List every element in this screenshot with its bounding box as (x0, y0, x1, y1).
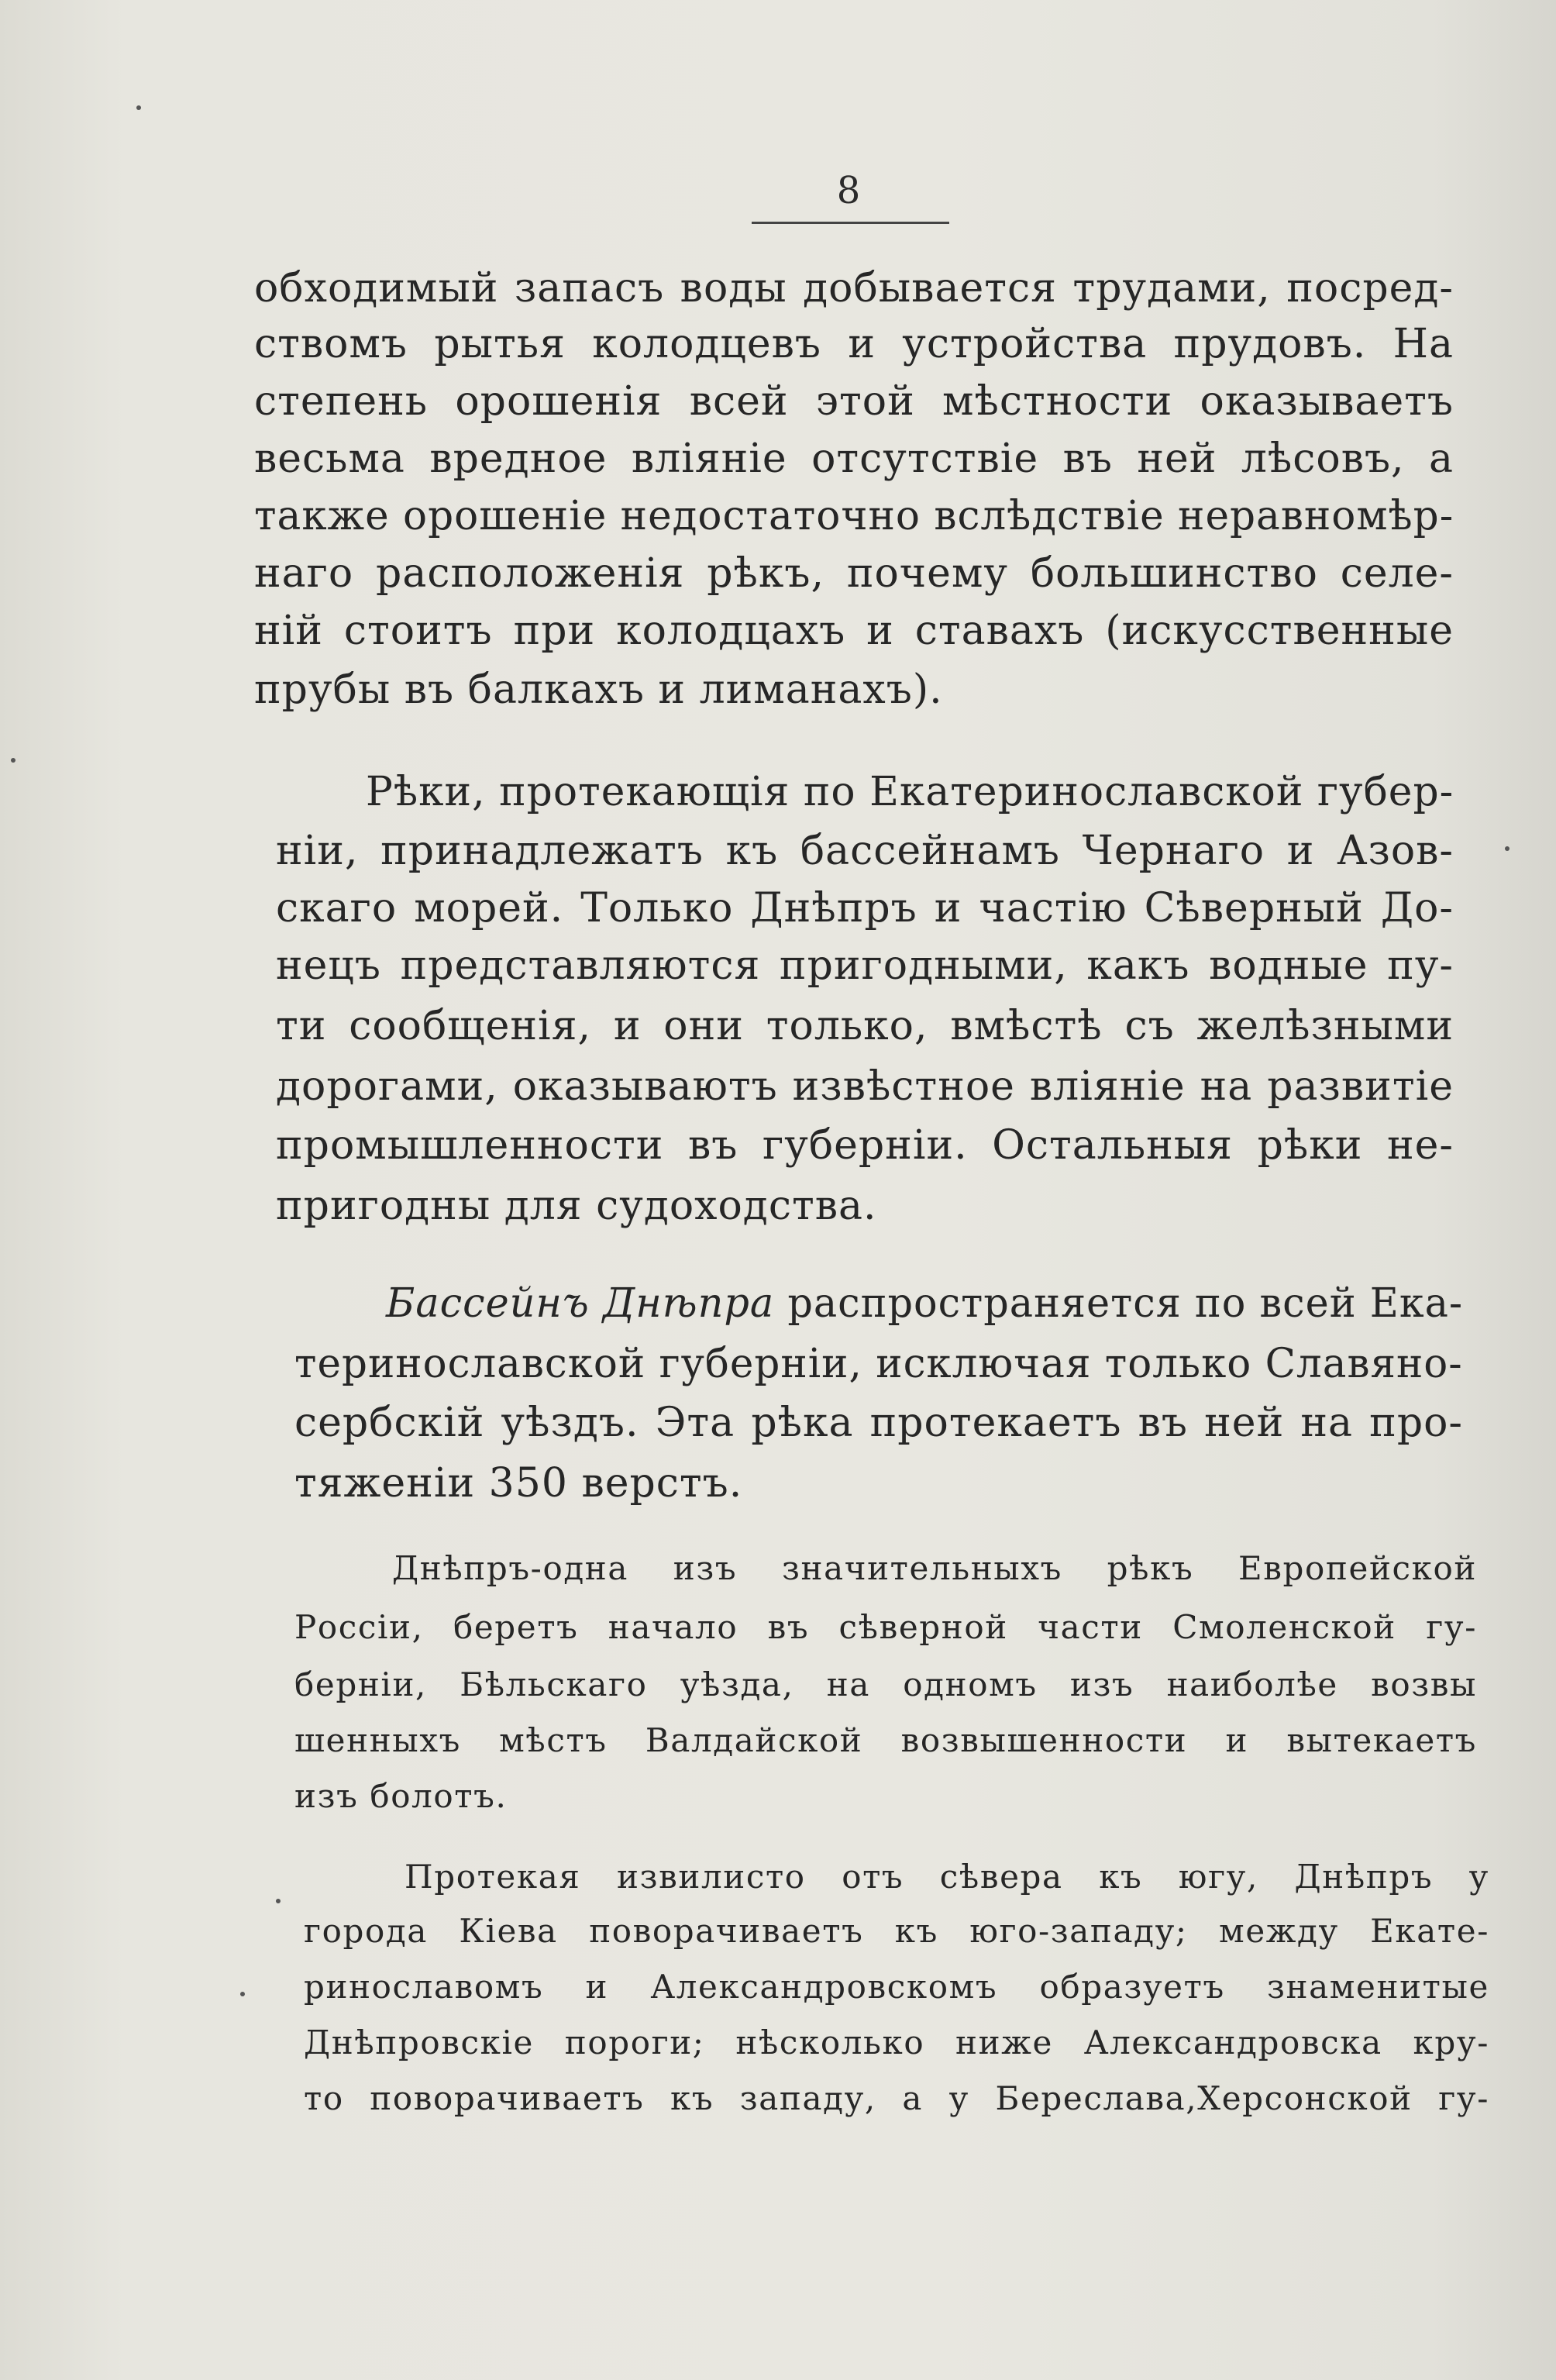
paragraph-2-line: скаго морей. Только Днѣпръ и частію Сѣверный До- (276, 885, 1454, 932)
paper-speck (11, 758, 15, 763)
note-2-line: города Кіева поворачиваетъ къ юго-западу; между Екате- (304, 1912, 1489, 1950)
paragraph-1-line: наго расположенія рѣкъ, почему большинство селе- (254, 550, 1454, 597)
paragraph-3-line-1-rest: распространяется по всей Ека- (774, 1280, 1464, 1327)
paragraph-3-line: теринославской губерніи, исключая только Славяно- (294, 1341, 1463, 1387)
note-1-line: Россіи, беретъ начало въ сѣверной части Смоленской гу- (294, 1608, 1477, 1646)
paragraph-3-line (386, 1279, 1464, 1328)
paragraph-2-line: нецъ представляются пригодными, какъ водные пу- (276, 942, 1454, 989)
paragraph-2-line: пригодны для судоходства. (276, 1183, 877, 1229)
paper-speck (276, 1899, 281, 1903)
paper-speck (240, 1992, 245, 1996)
paragraph-1-line: обходимый запасъ воды добывается трудами, посред- (254, 265, 1454, 312)
paper-speck (136, 105, 141, 110)
paragraph-2-line: ти сообщенія, и они только, вмѣстѣ съ желѣзными (276, 1003, 1454, 1049)
header-rule (752, 222, 949, 224)
note-1-line: берніи, Бѣльскаго уѣзда, на одномъ изъ наиболѣе возвы (294, 1665, 1477, 1703)
paragraph-1-line: степень орошенія всей этой мѣстности оказываетъ (254, 378, 1454, 425)
paper-speck (1505, 846, 1510, 851)
paragraph-1-line: прубы въ балкахъ и лиманахъ). (254, 666, 943, 713)
paragraph-2-line: дорогами, оказываютъ извѣстное вліяніе на развитіе (276, 1063, 1454, 1110)
note-1-line: Днѣпръ-одна изъ значительныхъ рѣкъ Европейской (392, 1549, 1477, 1587)
paragraph-2-line: промышленности въ губерніи. Остальныя рѣки не- (276, 1122, 1454, 1169)
basin-title: Бассейнъ Днѣпра (386, 1280, 775, 1327)
note-2-line: ринославомъ и Александровскомъ образуетъ знаменитые (304, 1968, 1489, 2006)
paragraph-3-line: тяженіи 350 верстъ. (294, 1460, 743, 1507)
paragraph-2-line: Рѣки, протекающія по Екатеринославской губер- (366, 769, 1454, 815)
paragraph-1-line: весьма вредное вліяніе отсутствіе въ ней лѣсовъ, а (254, 436, 1454, 482)
note-2-line: Протекая извилисто отъ сѣвера къ югу, Днѣпръ у (404, 1858, 1489, 1896)
note-1-line: изъ болотъ. (294, 1777, 508, 1815)
note-1-line: шенныхъ мѣстъ Валдайской возвышенности и вытекаетъ (294, 1721, 1477, 1759)
note-2-line: то поворачиваетъ къ западу, а у Берeслава,Херсонской гу- (304, 2079, 1489, 2117)
paragraph-1-line: также орошеніе недостаточно вслѣдствіе неравномѣр- (254, 493, 1454, 539)
page-number: 8 (836, 169, 861, 212)
paragraph-1-line: ствомъ рытья колодцевъ и устройства прудовъ. На (254, 321, 1454, 367)
paragraph-3-line: сербскій уѣздъ. Эта рѣка протекаетъ въ ней на про- (294, 1400, 1463, 1446)
note-2-line: Днѣпровскіе пороги; нѣсколько ниже Александровска кру- (304, 2024, 1489, 2061)
paragraph-2-line: ніи, принадлежатъ къ бассейнамъ Чернаго и Азов- (276, 828, 1454, 874)
paragraph-1-line: ній стоитъ при колодцахъ и ставахъ (искусственные (254, 608, 1454, 654)
